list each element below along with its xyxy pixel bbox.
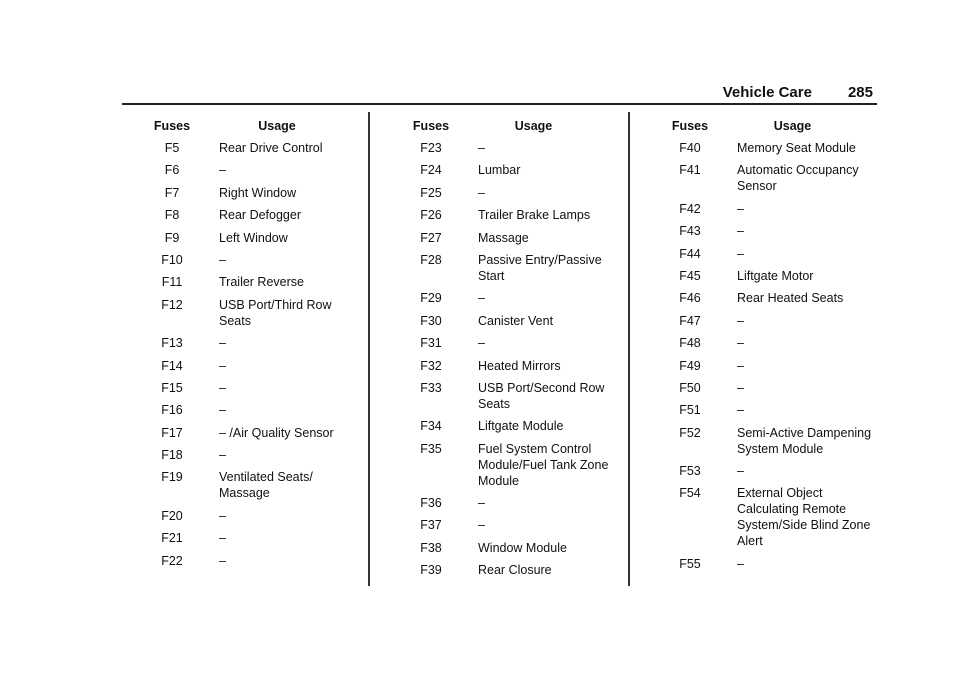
fuse-usage: – <box>219 508 226 523</box>
table-row <box>655 223 872 239</box>
table-row <box>396 230 613 246</box>
table-row <box>655 313 872 329</box>
table-row <box>396 495 613 511</box>
table-row <box>396 185 613 201</box>
fuse-usage: Liftgate Module <box>478 419 564 434</box>
fuse-usage: Lumbar <box>478 163 521 178</box>
table-row <box>396 313 613 329</box>
fuse-id: F39 <box>420 563 442 578</box>
fuse-usage: – <box>478 291 485 306</box>
fuse-usage: Automatic Occupancy Sensor <box>737 163 859 194</box>
fuse-id: F36 <box>420 496 442 511</box>
fuse-id: F22 <box>161 553 183 568</box>
fuse-id: F30 <box>420 313 442 328</box>
fuse-usage: – <box>478 496 485 511</box>
table-header <box>137 118 359 140</box>
fuse-usage: – <box>737 464 744 479</box>
fuse-id: F13 <box>161 336 183 351</box>
usage-header: Usage <box>773 119 812 133</box>
table-row <box>137 380 359 396</box>
fuse-usage: Memory Seat Module <box>737 141 856 155</box>
fuse-usage: – <box>737 556 744 571</box>
fuse-usage: – <box>219 448 226 463</box>
table-row <box>655 402 872 418</box>
fuse-usage: – <box>737 313 744 328</box>
fuse-usage: – <box>219 531 226 546</box>
fuse-usage: – <box>219 553 226 568</box>
table-row <box>137 252 359 268</box>
fuse-table <box>655 118 872 578</box>
fuse-id: F35 <box>420 441 442 456</box>
fuse-id: F6 <box>164 163 180 178</box>
table-row <box>137 469 359 501</box>
table-header <box>396 118 613 140</box>
table-row <box>137 425 359 441</box>
table-row <box>396 562 613 578</box>
fuse-id: F25 <box>420 185 442 200</box>
table-row <box>396 207 613 223</box>
usage-header: Usage <box>514 119 553 133</box>
table-row <box>137 207 359 223</box>
usage-header: Usage <box>258 119 296 133</box>
table-row <box>655 201 872 217</box>
fuse-id: F16 <box>161 403 183 418</box>
fuse-usage: – <box>478 141 485 155</box>
fuse-id: F19 <box>161 470 183 485</box>
fuse-id: F11 <box>161 275 183 290</box>
fuse-usage: USB Port/Second Row Seats <box>478 380 605 411</box>
fuse-usage: Window Module <box>478 540 567 555</box>
fuse-id: F20 <box>161 508 183 523</box>
table-row <box>655 246 872 262</box>
fuse-id: F51 <box>679 403 701 418</box>
table-row <box>655 463 872 479</box>
table-row <box>396 358 613 374</box>
fuse-id: F42 <box>679 201 701 216</box>
fuse-id: F18 <box>161 448 183 463</box>
fuse-usage: Canister Vent <box>478 313 554 328</box>
fuse-table <box>396 118 613 585</box>
fuse-usage: – <box>737 246 744 261</box>
table-row <box>137 274 359 290</box>
fuse-id: F5 <box>164 141 180 155</box>
fuse-usage: USB Port/Third Row Seats <box>219 297 332 328</box>
page-header <box>122 84 877 101</box>
fuse-id: F31 <box>420 336 442 351</box>
fuse-usage: Trailer Brake Lamps <box>478 208 591 223</box>
table-row <box>655 358 872 374</box>
table-row <box>137 297 359 329</box>
fuse-usage: – <box>219 252 226 267</box>
fuse-id: F28 <box>420 252 442 267</box>
fuse-usage: – <box>737 336 744 351</box>
fuse-id: F8 <box>164 208 180 223</box>
fuse-id: F14 <box>161 358 183 373</box>
fuse-usage: Rear Heated Seats <box>737 291 844 306</box>
fuse-id: F27 <box>420 230 442 245</box>
fuse-usage: – /Air Quality Sensor <box>219 425 334 440</box>
fuse-id: F55 <box>679 556 701 571</box>
table-row <box>396 290 613 306</box>
table-row <box>396 252 613 284</box>
fuse-id: F48 <box>679 336 701 351</box>
table-row <box>137 230 359 246</box>
table-row <box>655 162 872 194</box>
table-row <box>137 508 359 524</box>
fuse-id: F38 <box>420 540 442 555</box>
fuse-usage: Massage <box>478 230 529 245</box>
header-rule <box>122 103 877 105</box>
table-row <box>137 553 359 569</box>
table-header <box>655 118 872 140</box>
section-title: Vehicle Care <box>722 84 812 101</box>
table-row <box>655 335 872 351</box>
table-row <box>137 402 359 418</box>
table-row <box>655 485 872 549</box>
table-row <box>655 290 872 306</box>
table-row <box>396 335 613 351</box>
fuse-id: F10 <box>161 252 183 267</box>
fuse-usage: – <box>478 518 485 533</box>
fuse-id: F23 <box>420 141 442 155</box>
fuse-id: F33 <box>420 380 442 395</box>
fuse-id: F41 <box>679 163 701 178</box>
fuse-usage: – <box>737 224 744 239</box>
fuse-id: F7 <box>164 185 180 200</box>
table-row <box>137 185 359 201</box>
table-row <box>137 530 359 546</box>
fuse-usage: – <box>219 336 226 351</box>
fuse-id: F50 <box>679 380 701 395</box>
fuse-usage: – <box>219 380 226 395</box>
table-row <box>396 162 613 178</box>
fuse-usage: – <box>737 380 744 395</box>
fuse-id: F44 <box>679 246 701 261</box>
table-row <box>137 335 359 351</box>
fuse-id: F52 <box>679 425 701 440</box>
fuse-usage: – <box>478 185 485 200</box>
table-row <box>655 380 872 396</box>
fuse-id: F29 <box>420 291 442 306</box>
fuse-usage: Heated Mirrors <box>478 358 561 373</box>
fuses-header: Fuses <box>671 119 709 133</box>
fuse-usage: – <box>737 358 744 373</box>
column-divider <box>368 112 370 586</box>
fuse-id: F9 <box>164 230 180 245</box>
fuse-usage: Ventilated Seats/ Massage <box>219 470 313 501</box>
page-number: 285 <box>847 84 873 101</box>
table-row <box>137 447 359 463</box>
table-row <box>396 380 613 412</box>
fuse-id: F54 <box>679 486 701 501</box>
fuse-usage: Right Window <box>219 185 297 200</box>
fuse-id: F45 <box>679 268 701 283</box>
table-row <box>137 140 359 156</box>
fuse-usage: – <box>219 358 226 373</box>
fuse-usage: Liftgate Motor <box>737 268 814 283</box>
fuse-id: F17 <box>161 425 183 440</box>
fuse-id: F12 <box>161 297 183 312</box>
fuse-usage: Semi-Active Dampening System Module <box>737 425 872 456</box>
table-row <box>655 556 872 572</box>
fuse-id: F47 <box>679 313 701 328</box>
fuses-header: Fuses <box>153 119 191 133</box>
fuse-usage: – <box>219 403 226 418</box>
fuse-usage: Rear Defogger <box>219 208 301 223</box>
fuse-usage: Fuel System Control Module/Fuel Tank Zone Module <box>478 441 609 488</box>
table-row <box>396 140 613 156</box>
fuse-usage: Trailer Reverse <box>219 275 304 290</box>
table-row <box>137 162 359 178</box>
table-row <box>396 540 613 556</box>
table-row <box>396 441 613 489</box>
fuse-usage: Rear Drive Control <box>219 141 323 155</box>
column-divider <box>628 112 630 586</box>
fuse-usage: – <box>219 163 226 178</box>
fuses-header: Fuses <box>412 119 450 133</box>
fuse-id: F46 <box>679 291 701 306</box>
table-row <box>655 425 872 457</box>
fuse-id: F37 <box>420 518 442 533</box>
fuse-id: F32 <box>420 358 442 373</box>
fuse-id: F15 <box>161 380 183 395</box>
fuse-id: F53 <box>679 464 701 479</box>
fuse-usage: – <box>478 336 485 351</box>
table-row <box>137 358 359 374</box>
fuse-id: F21 <box>161 531 183 546</box>
fuse-usage: – <box>737 201 744 216</box>
fuse-id: F43 <box>679 224 701 239</box>
fuse-id: F49 <box>679 358 701 373</box>
fuse-usage: Left Window <box>219 230 288 245</box>
table-row <box>655 268 872 284</box>
fuse-id: F26 <box>420 208 442 223</box>
fuse-usage: External Object Calculating Remote System/Side Blind Zone Alert <box>737 486 871 549</box>
fuse-table <box>137 118 359 575</box>
table-row <box>396 418 613 434</box>
fuse-id: F34 <box>420 419 442 434</box>
fuse-id: F40 <box>679 141 701 155</box>
fuse-usage: Rear Closure <box>478 563 552 578</box>
fuse-id: F24 <box>420 163 442 178</box>
fuse-usage: – <box>737 403 744 418</box>
table-row <box>396 517 613 533</box>
fuse-usage: Passive Entry/Passive Start <box>478 252 602 283</box>
table-row <box>655 140 872 156</box>
